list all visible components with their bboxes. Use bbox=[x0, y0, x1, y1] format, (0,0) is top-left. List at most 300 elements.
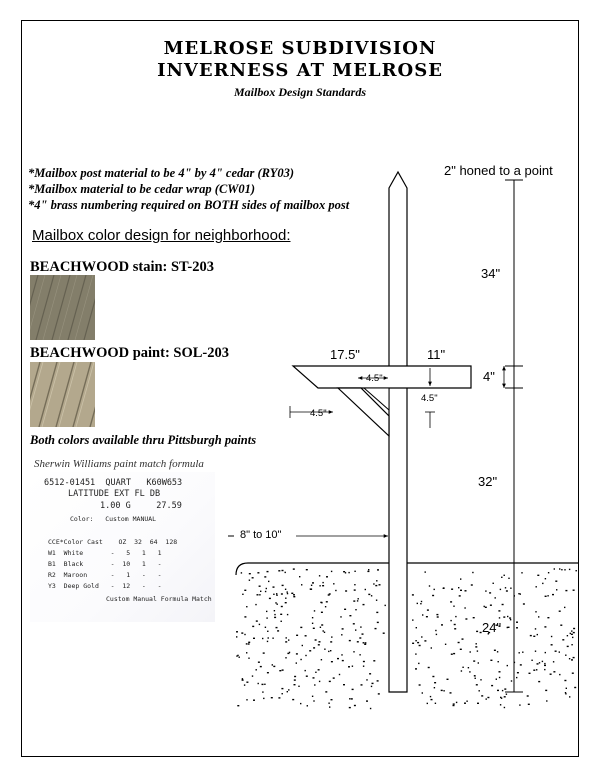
soil-speck bbox=[466, 701, 467, 702]
soil-speck bbox=[258, 683, 259, 684]
formula-line-4: Color: Custom MANUAL bbox=[70, 515, 157, 523]
soil-speck bbox=[360, 626, 361, 627]
mailbox-post bbox=[389, 172, 407, 692]
soil-speck bbox=[564, 607, 565, 608]
soil-speck bbox=[285, 602, 287, 603]
soil-speck bbox=[458, 642, 460, 643]
title-line-2: INVERNESS AT MELROSE bbox=[157, 60, 443, 81]
soil-speck bbox=[252, 675, 253, 676]
soil-speck bbox=[363, 661, 365, 662]
soil-speck bbox=[555, 651, 557, 652]
soil-speck bbox=[453, 606, 454, 607]
soil-speck bbox=[358, 598, 359, 599]
soil-speck bbox=[246, 606, 247, 607]
soil-speck bbox=[249, 573, 251, 574]
soil-speck bbox=[377, 622, 379, 623]
soil-speck bbox=[363, 642, 364, 643]
soil-speck bbox=[305, 635, 307, 636]
soil-speck bbox=[569, 569, 570, 570]
soil-speck bbox=[293, 596, 295, 597]
soil-speck bbox=[476, 631, 478, 632]
formula-table-header: CCE*Color Cast OZ 32 64 128 bbox=[48, 538, 178, 546]
soil-speck bbox=[572, 637, 573, 638]
soil-speck bbox=[545, 690, 547, 691]
soil-speck bbox=[369, 673, 371, 674]
soil-speck bbox=[375, 628, 377, 629]
soil-speck bbox=[281, 621, 282, 622]
soil-speck bbox=[244, 590, 246, 591]
soil-speck bbox=[349, 698, 350, 699]
soil-speck bbox=[565, 590, 567, 591]
soil-speck bbox=[321, 602, 322, 603]
soil-speck bbox=[501, 577, 502, 578]
soil-speck bbox=[301, 584, 302, 585]
soil-speck bbox=[453, 653, 455, 654]
soil-speck bbox=[571, 630, 572, 631]
soil-speck bbox=[322, 582, 323, 583]
soil-speck bbox=[375, 585, 377, 586]
soil-speck bbox=[354, 571, 355, 572]
soil-speck bbox=[239, 657, 240, 658]
soil-speck bbox=[499, 671, 501, 672]
soil-speck bbox=[265, 591, 266, 592]
soil-speck bbox=[436, 634, 437, 635]
soil-speck bbox=[320, 627, 321, 628]
soil-speck bbox=[276, 595, 277, 596]
soil-speck bbox=[287, 653, 289, 654]
soil-speck bbox=[416, 627, 417, 628]
soil-speck bbox=[437, 616, 439, 617]
soil-speck bbox=[379, 584, 381, 585]
soil-speck bbox=[306, 569, 308, 570]
soil-speck bbox=[349, 640, 351, 641]
soil-speck bbox=[354, 589, 356, 590]
soil-speck bbox=[357, 600, 358, 601]
soil-speck bbox=[313, 677, 315, 678]
soil-speck bbox=[288, 689, 289, 690]
soil-speck bbox=[485, 590, 486, 591]
soil-speck bbox=[443, 690, 444, 691]
soil-speck bbox=[300, 627, 302, 628]
soil-speck bbox=[264, 576, 266, 577]
soil-speck bbox=[281, 606, 283, 607]
soil-speck bbox=[502, 690, 503, 691]
soil-speck bbox=[544, 665, 546, 666]
color-design-heading: Mailbox color design for neighborhood: bbox=[32, 227, 291, 244]
soil-speck bbox=[460, 578, 461, 579]
soil-speck bbox=[560, 625, 562, 626]
soil-speck bbox=[325, 691, 327, 692]
soil-speck bbox=[518, 593, 519, 594]
soil-speck bbox=[566, 688, 567, 689]
soil-speck bbox=[348, 666, 350, 667]
soil-speck bbox=[552, 594, 554, 595]
soil-speck bbox=[236, 631, 238, 632]
soil-speck bbox=[272, 664, 273, 665]
soil-speck bbox=[456, 702, 457, 703]
soil-speck bbox=[328, 703, 329, 704]
soil-speck bbox=[468, 667, 469, 668]
soil-speck bbox=[462, 638, 464, 639]
soil-speck bbox=[465, 590, 467, 591]
soil-speck bbox=[465, 618, 467, 619]
soil-speck bbox=[255, 604, 256, 605]
soil-speck bbox=[431, 699, 433, 700]
soil-speck bbox=[451, 589, 453, 590]
soil-speck bbox=[313, 647, 315, 648]
soil-speck bbox=[314, 684, 315, 685]
soil-speck bbox=[556, 589, 557, 590]
soil-speck bbox=[364, 642, 366, 643]
soil-speck bbox=[333, 677, 335, 678]
soil-speck bbox=[311, 585, 312, 586]
soil-speck bbox=[506, 694, 507, 695]
soil-speck bbox=[262, 691, 263, 692]
soil-speck bbox=[252, 577, 254, 578]
soil-speck bbox=[493, 583, 494, 584]
soil-speck bbox=[256, 669, 257, 670]
soil-speck bbox=[276, 593, 277, 594]
soil-speck bbox=[539, 662, 540, 663]
soil-speck bbox=[530, 635, 532, 636]
formula-row: Y3 Deep Gold - 12 - - bbox=[48, 582, 162, 590]
soil-speck bbox=[570, 633, 571, 634]
soil-speck bbox=[331, 661, 333, 662]
soil-speck bbox=[412, 594, 414, 595]
soil-speck bbox=[274, 614, 275, 615]
soil-speck bbox=[477, 650, 478, 651]
soil-speck bbox=[294, 679, 296, 680]
soil-speck bbox=[368, 569, 369, 570]
soil-speck bbox=[497, 651, 498, 652]
soil-speck bbox=[498, 661, 499, 662]
soil-speck bbox=[362, 633, 364, 634]
availability-note: Both colors available thru Pittsburgh paints bbox=[30, 433, 257, 447]
soil-speck bbox=[569, 696, 570, 697]
soil-speck bbox=[502, 604, 504, 605]
soil-speck bbox=[473, 660, 475, 661]
soil-speck bbox=[293, 568, 295, 569]
soil-speck bbox=[435, 703, 436, 704]
soil-speck bbox=[248, 643, 250, 644]
soil-speck bbox=[305, 670, 306, 671]
soil-speck bbox=[366, 679, 367, 680]
soil-speck bbox=[312, 617, 313, 618]
soil-speck bbox=[432, 676, 434, 677]
soil-speck bbox=[499, 617, 500, 618]
soil-speck bbox=[555, 581, 557, 582]
soil-speck bbox=[545, 578, 546, 579]
soil-speck bbox=[510, 619, 511, 620]
soil-speck bbox=[268, 637, 269, 638]
soil-speck bbox=[450, 601, 452, 602]
soil-speck bbox=[277, 630, 279, 631]
soil-speck bbox=[288, 639, 289, 640]
soil-speck bbox=[496, 679, 497, 680]
soil-speck bbox=[542, 661, 543, 662]
soil-speck bbox=[544, 663, 545, 664]
soil-speck bbox=[262, 684, 264, 685]
soil-speck bbox=[274, 617, 276, 618]
soil-speck bbox=[293, 594, 295, 595]
formula-line-3: 1.00 G 27.59 bbox=[100, 501, 182, 511]
soil-speck bbox=[567, 635, 568, 636]
soil-speck bbox=[559, 611, 561, 612]
soil-speck bbox=[412, 643, 414, 644]
soil-speck bbox=[244, 684, 245, 685]
soil-speck bbox=[377, 680, 379, 681]
soil-speck bbox=[259, 624, 260, 625]
page-subtitle: Mailbox Design Standards bbox=[233, 85, 367, 99]
soil-speck bbox=[275, 602, 276, 603]
soil-speck bbox=[326, 576, 328, 577]
soil-speck bbox=[269, 598, 271, 599]
soil-speck bbox=[321, 624, 323, 625]
soil-speck bbox=[312, 623, 313, 624]
soil-speck bbox=[260, 591, 261, 592]
soil-speck bbox=[263, 652, 265, 653]
soil-speck bbox=[256, 620, 258, 621]
soil-speck bbox=[266, 588, 267, 589]
soil-speck bbox=[331, 699, 333, 700]
soil-speck bbox=[371, 595, 372, 596]
soil-speck bbox=[325, 606, 326, 607]
soil-speck bbox=[265, 627, 266, 628]
title-line-1: MELROSE SUBDIVISION bbox=[163, 38, 437, 59]
soil-speck bbox=[273, 586, 275, 587]
soil-speck bbox=[341, 654, 342, 655]
soil-speck bbox=[537, 575, 539, 576]
soil-speck bbox=[529, 673, 531, 674]
soil-speck bbox=[436, 614, 438, 615]
soil-speck bbox=[504, 575, 505, 576]
soil-speck bbox=[546, 700, 547, 701]
soil-speck bbox=[246, 643, 247, 644]
soil-speck bbox=[478, 662, 479, 663]
soil-speck bbox=[361, 684, 363, 685]
soil-speck bbox=[516, 622, 518, 623]
soil-speck bbox=[253, 700, 255, 701]
soil-speck bbox=[340, 616, 341, 617]
soil-speck bbox=[313, 628, 315, 629]
soil-speck bbox=[415, 653, 416, 654]
soil-speck bbox=[352, 689, 354, 690]
soil-speck bbox=[417, 642, 419, 643]
dim-bracket-left: 4.5" bbox=[310, 408, 327, 419]
soil-speck bbox=[296, 662, 297, 663]
soil-speck bbox=[267, 641, 268, 642]
soil-speck bbox=[517, 672, 519, 673]
soil-speck bbox=[547, 617, 549, 618]
soil-speck bbox=[490, 660, 492, 661]
soil-speck bbox=[300, 703, 301, 704]
soil-speck bbox=[519, 704, 520, 705]
soil-speck bbox=[282, 693, 283, 694]
dim-bracket-right: 4.5" bbox=[421, 393, 438, 404]
soil-speck bbox=[460, 590, 462, 591]
soil-speck bbox=[551, 636, 552, 637]
soil-speck bbox=[333, 583, 334, 584]
soil-speck bbox=[464, 607, 465, 608]
soil-speck bbox=[450, 620, 451, 621]
soil-speck bbox=[445, 644, 446, 645]
soil-speck bbox=[498, 610, 500, 611]
soil-speck bbox=[573, 657, 575, 658]
soil-speck bbox=[547, 595, 548, 596]
soil-speck bbox=[522, 652, 523, 653]
formula-row: W1 White - 5 1 1 bbox=[48, 549, 162, 557]
soil-speck bbox=[461, 670, 462, 671]
soil-speck bbox=[242, 678, 243, 679]
soil-speck bbox=[469, 671, 470, 672]
soil-speck bbox=[330, 641, 332, 642]
soil-speck bbox=[473, 617, 475, 618]
soil-speck bbox=[246, 652, 247, 653]
soil-speck bbox=[538, 681, 540, 682]
soil-speck bbox=[454, 624, 456, 625]
dim-bracket-inner: 4.5" bbox=[366, 373, 383, 384]
soil-speck bbox=[471, 584, 473, 585]
soil-speck bbox=[434, 589, 435, 590]
soil-speck bbox=[319, 641, 321, 642]
soil-speck bbox=[383, 633, 385, 634]
soil-speck bbox=[487, 697, 489, 698]
soil-speck bbox=[305, 655, 306, 656]
soil-speck bbox=[339, 674, 340, 675]
soil-speck bbox=[511, 680, 512, 681]
soil-speck bbox=[429, 585, 430, 586]
dim-offset: 8" to 10" bbox=[240, 529, 282, 541]
soil-speck bbox=[330, 650, 331, 651]
soil-speck bbox=[291, 593, 293, 594]
soil-speck bbox=[345, 590, 347, 591]
soil-speck bbox=[331, 571, 332, 572]
soil-speck bbox=[573, 628, 575, 629]
soil-speck bbox=[329, 706, 330, 707]
soil-speck bbox=[314, 610, 315, 611]
soil-speck bbox=[477, 703, 479, 704]
soil-speck bbox=[271, 697, 273, 698]
soil-speck bbox=[538, 616, 539, 617]
soil-speck bbox=[376, 600, 377, 601]
soil-speck bbox=[503, 616, 505, 617]
soil-speck bbox=[431, 647, 432, 648]
soil-speck bbox=[285, 598, 286, 599]
soil-speck bbox=[315, 672, 316, 673]
soil-speck bbox=[324, 632, 325, 633]
soil-speck bbox=[519, 652, 520, 653]
soil-speck bbox=[559, 674, 560, 675]
soil-speck bbox=[285, 572, 286, 573]
soil-speck bbox=[285, 657, 286, 658]
soil-speck bbox=[281, 688, 283, 689]
soil-speck bbox=[321, 659, 322, 660]
soil-speck bbox=[451, 654, 453, 655]
soil-speck bbox=[272, 638, 273, 639]
soil-speck bbox=[349, 615, 351, 616]
soil-speck bbox=[428, 667, 430, 668]
soil-speck bbox=[278, 697, 280, 698]
soil-speck bbox=[342, 628, 344, 629]
soil-speck bbox=[415, 640, 416, 641]
soil-speck bbox=[296, 635, 298, 636]
soil-speck bbox=[435, 630, 436, 631]
soil-speck bbox=[453, 703, 455, 704]
soil-speck bbox=[260, 666, 262, 667]
soil-speck bbox=[321, 612, 323, 613]
soil-speck bbox=[319, 681, 320, 682]
soil-speck bbox=[521, 572, 522, 573]
soil-speck bbox=[298, 686, 299, 687]
soil-speck bbox=[462, 667, 463, 668]
soil-speck bbox=[425, 571, 426, 572]
soil-speck bbox=[266, 611, 267, 612]
soil-speck bbox=[507, 616, 508, 617]
soil-speck bbox=[352, 666, 353, 667]
soil-speck bbox=[454, 628, 456, 629]
soil-speck bbox=[430, 696, 431, 697]
soil-speck bbox=[373, 583, 374, 584]
soil-speck bbox=[422, 692, 423, 693]
formula-row: B1 Black - 10 1 - bbox=[48, 560, 162, 568]
soil-speck bbox=[516, 677, 517, 678]
soil-speck bbox=[504, 707, 505, 708]
requirement-mailbox: *Mailbox material to be cedar wrap (CW01) bbox=[28, 182, 256, 196]
soil-speck bbox=[273, 666, 275, 667]
soil-speck bbox=[443, 588, 445, 589]
soil-speck bbox=[536, 669, 537, 670]
soil-speck bbox=[537, 663, 539, 664]
soil-speck bbox=[253, 638, 255, 639]
soil-speck bbox=[561, 569, 562, 570]
paint-label: BEACHWOOD paint: SOL-203 bbox=[30, 345, 229, 361]
soil-speck bbox=[287, 591, 288, 592]
soil-speck bbox=[241, 572, 242, 573]
soil-speck bbox=[351, 698, 353, 699]
soil-speck bbox=[569, 658, 570, 659]
soil-speck bbox=[507, 627, 508, 628]
soil-speck bbox=[441, 624, 443, 625]
soil-speck bbox=[434, 687, 435, 688]
soil-speck bbox=[504, 696, 506, 697]
soil-speck bbox=[576, 570, 577, 571]
soil-speck bbox=[296, 653, 298, 654]
soil-speck bbox=[366, 700, 368, 701]
soil-speck bbox=[528, 704, 530, 705]
soil-speck bbox=[553, 671, 555, 672]
soil-speck bbox=[497, 690, 499, 691]
soil-speck bbox=[572, 673, 574, 674]
soil-speck bbox=[535, 651, 536, 652]
soil-speck bbox=[329, 681, 331, 682]
dim-upper-post: 34" bbox=[481, 266, 501, 281]
soil-speck bbox=[504, 688, 506, 689]
formula-row: R2 Maroon - 1 - - bbox=[48, 571, 162, 579]
soil-speck bbox=[527, 695, 529, 696]
soil-speck bbox=[368, 594, 370, 595]
soil-speck bbox=[344, 609, 346, 610]
soil-speck bbox=[553, 661, 554, 662]
soil-speck bbox=[470, 651, 471, 652]
soil-speck bbox=[248, 642, 250, 643]
soil-speck bbox=[319, 585, 320, 586]
soil-speck bbox=[349, 707, 351, 708]
soil-speck bbox=[359, 654, 360, 655]
soil-speck bbox=[476, 643, 477, 644]
soil-speck bbox=[417, 603, 418, 604]
soil-speck bbox=[282, 585, 284, 586]
soil-speck bbox=[499, 677, 500, 678]
